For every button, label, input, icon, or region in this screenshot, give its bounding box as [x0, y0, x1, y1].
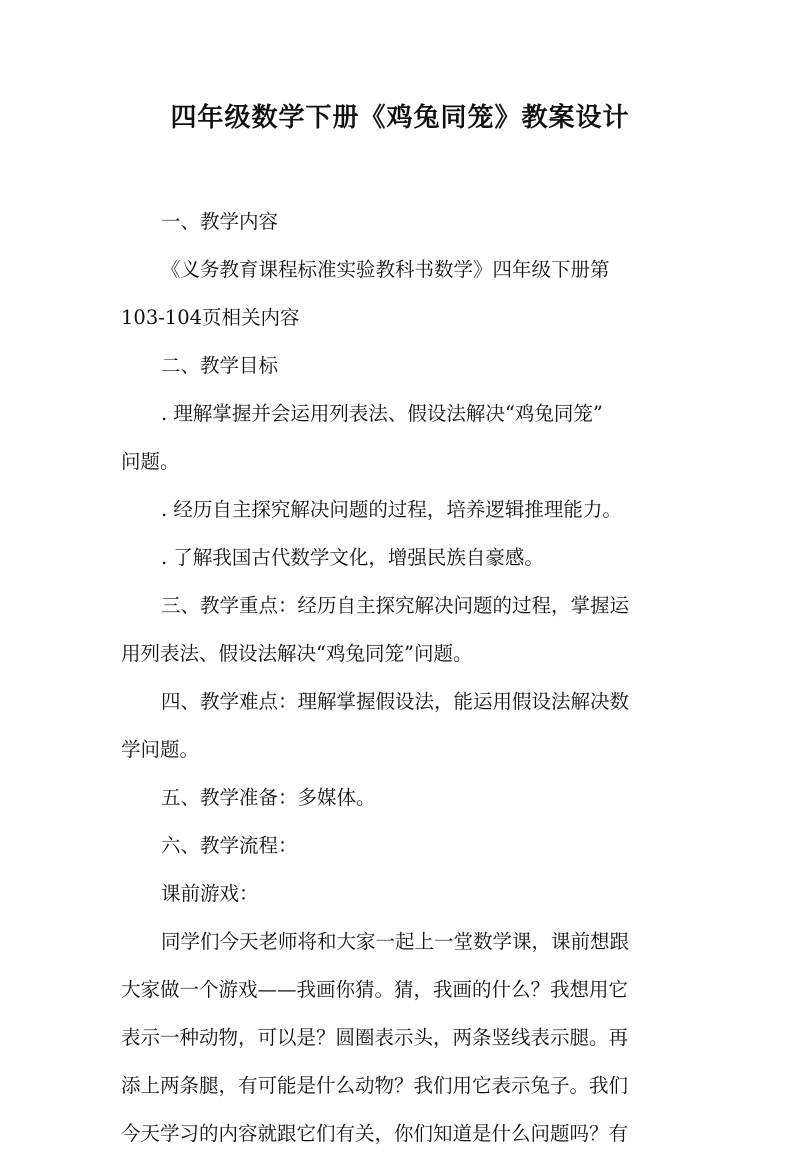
paragraph-line: 五、教学准备：多媒体。 [161, 786, 376, 809]
paragraph-line: 课前游戏： [161, 882, 259, 905]
paragraph-line: 大家做一个游戏——我画你猜。猜，我画的什么？我想用它 [121, 978, 629, 1001]
paragraph-line: 今天学习的内容就跟它们有关，你们知道是什么问题吗？有 [121, 1122, 629, 1145]
paragraph-line: 三、教学重点：经历自主探究解决问题的过程，掌握运 [161, 594, 630, 617]
paragraph-line: 学问题。 [121, 738, 200, 761]
paragraph-line: 问题。 [121, 450, 180, 473]
paragraph-line: 一、教学内容 [161, 210, 279, 233]
paragraph-line: 添上两条腿，有可能是什么动物？我们用它表示兔子。我们 [121, 1074, 629, 1097]
paragraph-line: 四、教学难点：理解掌握假设法，能运用假设法解决数 [161, 690, 630, 713]
paragraph-line: 六、教学流程： [161, 834, 298, 857]
paragraph-line: . 了解我国古代数学文化，增强民族自豪感。 [161, 546, 544, 569]
paragraph-line: 同学们今天老师将和大家一起上一堂数学课，课前想跟 [161, 930, 630, 953]
page-title: 四年级数学下册《鸡兔同笼》教案设计 [170, 103, 630, 133]
paragraph-line: . 经历自主探究解决问题的过程，培养逻辑推理能力。 [161, 498, 622, 521]
paragraph-line: 二、教学目标 [161, 354, 279, 377]
paragraph-line: 103-104页相关内容 [121, 306, 300, 329]
paragraph-line: . 理解掌握并会运用列表法、假设法解决“鸡兔同笼” [161, 402, 603, 425]
document-body [121, 198, 687, 1158]
paragraph-line: 用列表法、假设法解决“鸡兔同笼”问题。 [121, 642, 473, 665]
paragraph-line: 表示一种动物，可以是？圆圈表示头，两条竖线表示腿。再 [121, 1026, 629, 1049]
paragraph-line: 《义务教育课程标准实验教科书数学》四年级下册第 [161, 258, 610, 281]
